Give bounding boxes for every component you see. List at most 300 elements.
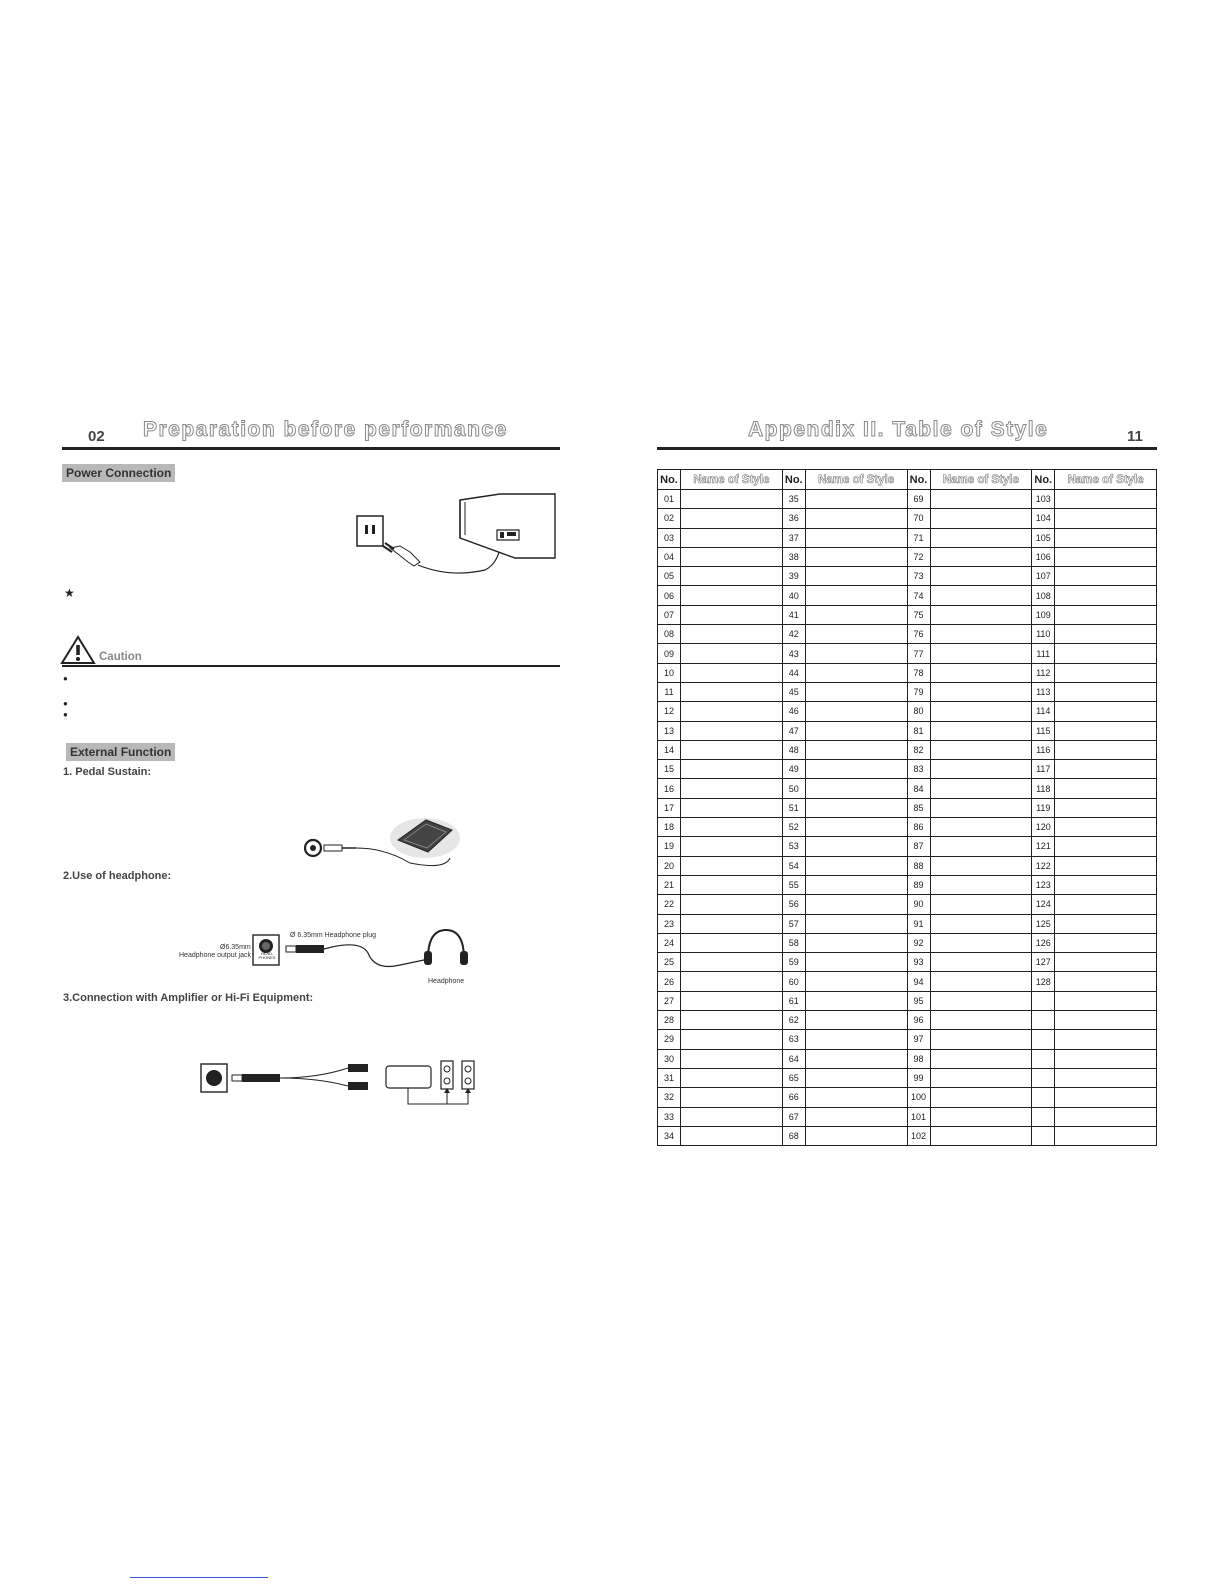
style-name-cell xyxy=(681,991,783,1010)
style-name-cell xyxy=(805,972,907,991)
table-row xyxy=(658,702,1157,721)
style-number-cell: 28 xyxy=(658,1011,681,1030)
style-name-cell xyxy=(681,547,783,566)
style-number-cell: 45 xyxy=(782,682,805,701)
style-name-cell xyxy=(930,1088,1032,1107)
style-number-cell: 27 xyxy=(658,991,681,1010)
caution-bullet: ● xyxy=(63,674,68,683)
style-name-cell xyxy=(681,1126,783,1145)
style-number-cell: 40 xyxy=(782,586,805,605)
style-name-cell xyxy=(1055,875,1157,894)
style-number-cell: 64 xyxy=(782,1049,805,1068)
style-name-cell xyxy=(805,586,907,605)
style-name-cell xyxy=(681,1049,783,1068)
table-row xyxy=(658,1088,1157,1107)
style-number-cell: 128 xyxy=(1032,972,1055,991)
style-number-cell: 58 xyxy=(782,933,805,952)
style-name-cell xyxy=(681,528,783,547)
headphone-step: 2.Use of headphone: xyxy=(63,870,172,882)
style-name-cell xyxy=(930,933,1032,952)
headphone-illustration xyxy=(250,925,470,980)
style-number-cell: 117 xyxy=(1032,760,1055,779)
style-name-cell xyxy=(681,856,783,875)
style-name-cell xyxy=(1055,1068,1157,1087)
style-number-cell: 13 xyxy=(658,721,681,740)
header-no: No. xyxy=(658,470,681,490)
style-name-cell xyxy=(930,586,1032,605)
style-number-cell: 46 xyxy=(782,702,805,721)
style-name-cell xyxy=(805,663,907,682)
style-number-cell: 95 xyxy=(907,991,930,1010)
table-row xyxy=(658,837,1157,856)
style-name-cell xyxy=(930,721,1032,740)
jack-label-line2: Headphone output jack xyxy=(179,952,251,959)
style-number-cell: 37 xyxy=(782,528,805,547)
style-name-cell xyxy=(930,1107,1032,1126)
caution-bullet: ● xyxy=(63,699,68,708)
table-row xyxy=(658,605,1157,624)
caution-bullet: ● xyxy=(63,710,68,719)
bottom-link-underline xyxy=(130,1577,268,1578)
style-number-cell: 77 xyxy=(907,644,930,663)
left-header-rule xyxy=(62,447,560,450)
amplifier-connection-illustration xyxy=(198,1058,483,1108)
style-name-cell xyxy=(930,1068,1032,1087)
table-row xyxy=(658,760,1157,779)
header-name-of-style: Name of Style xyxy=(681,470,783,490)
style-number-cell: 109 xyxy=(1032,605,1055,624)
style-number-cell: 89 xyxy=(907,875,930,894)
style-name-cell xyxy=(930,644,1032,663)
style-name-cell xyxy=(1055,644,1157,663)
style-name-cell xyxy=(681,875,783,894)
style-number-cell: 03 xyxy=(658,528,681,547)
style-name-cell xyxy=(805,509,907,528)
style-name-cell xyxy=(1055,605,1157,624)
style-name-cell xyxy=(681,972,783,991)
style-table-header-row xyxy=(658,470,1157,490)
style-number-cell: 26 xyxy=(658,972,681,991)
style-name-cell xyxy=(805,567,907,586)
style-name-cell xyxy=(1055,1107,1157,1126)
style-number-cell: 99 xyxy=(907,1068,930,1087)
style-number-cell xyxy=(1032,1088,1055,1107)
style-number-cell: 78 xyxy=(907,663,930,682)
style-name-cell xyxy=(1055,682,1157,701)
left-page-number: 02 xyxy=(88,428,105,445)
style-name-cell xyxy=(681,605,783,624)
table-row xyxy=(658,625,1157,644)
style-number-cell: 23 xyxy=(658,914,681,933)
style-number-cell: 125 xyxy=(1032,914,1055,933)
style-number-cell: 87 xyxy=(907,837,930,856)
style-name-cell xyxy=(681,953,783,972)
style-name-cell xyxy=(930,528,1032,547)
style-number-cell: 86 xyxy=(907,818,930,837)
table-row xyxy=(658,663,1157,682)
style-number-cell: 05 xyxy=(658,567,681,586)
style-name-cell xyxy=(681,779,783,798)
style-number-cell: 09 xyxy=(658,644,681,663)
style-number-cell: 96 xyxy=(907,1011,930,1030)
style-number-cell: 69 xyxy=(907,490,930,509)
style-number-cell: 19 xyxy=(658,837,681,856)
style-number-cell: 32 xyxy=(658,1088,681,1107)
style-name-cell xyxy=(805,1030,907,1049)
caution-warning-icon xyxy=(60,635,96,665)
style-number-cell: 33 xyxy=(658,1107,681,1126)
style-name-cell xyxy=(1055,914,1157,933)
jack-panel-text: HEAD-PHONES xyxy=(258,951,276,960)
style-number-cell: 07 xyxy=(658,605,681,624)
style-name-cell xyxy=(681,760,783,779)
style-name-cell xyxy=(805,1049,907,1068)
table-row xyxy=(658,721,1157,740)
style-name-cell xyxy=(930,779,1032,798)
style-name-cell xyxy=(805,490,907,509)
style-name-cell xyxy=(805,682,907,701)
style-name-cell xyxy=(930,682,1032,701)
style-name-cell xyxy=(930,895,1032,914)
style-name-cell xyxy=(681,798,783,817)
style-name-cell xyxy=(681,490,783,509)
style-name-cell xyxy=(681,702,783,721)
style-name-cell xyxy=(930,837,1032,856)
style-name-cell xyxy=(1055,528,1157,547)
style-name-cell xyxy=(805,605,907,624)
style-name-cell xyxy=(805,1088,907,1107)
style-number-cell: 75 xyxy=(907,605,930,624)
style-number-cell: 118 xyxy=(1032,779,1055,798)
style-name-cell xyxy=(930,567,1032,586)
style-name-cell xyxy=(681,644,783,663)
table-row xyxy=(658,586,1157,605)
style-number-cell: 68 xyxy=(782,1126,805,1145)
style-name-cell xyxy=(805,1126,907,1145)
table-row xyxy=(658,740,1157,759)
style-name-cell xyxy=(930,798,1032,817)
style-number-cell: 57 xyxy=(782,914,805,933)
style-name-cell xyxy=(805,644,907,663)
style-name-cell xyxy=(1055,991,1157,1010)
style-number-cell: 81 xyxy=(907,721,930,740)
style-name-cell xyxy=(805,779,907,798)
style-number-cell: 73 xyxy=(907,567,930,586)
style-name-cell xyxy=(805,991,907,1010)
table-row xyxy=(658,490,1157,509)
style-name-cell xyxy=(681,1107,783,1126)
style-number-cell: 14 xyxy=(658,740,681,759)
caution-rule xyxy=(62,665,560,667)
style-name-cell xyxy=(930,914,1032,933)
style-number-cell: 49 xyxy=(782,760,805,779)
style-number-cell: 83 xyxy=(907,760,930,779)
style-number-cell: 94 xyxy=(907,972,930,991)
table-row xyxy=(658,567,1157,586)
style-name-cell xyxy=(681,914,783,933)
style-number-cell: 60 xyxy=(782,972,805,991)
style-number-cell: 101 xyxy=(907,1107,930,1126)
style-name-cell xyxy=(1055,760,1157,779)
style-name-cell xyxy=(930,547,1032,566)
style-name-cell xyxy=(1055,663,1157,682)
style-number-cell: 15 xyxy=(658,760,681,779)
style-number-cell: 25 xyxy=(658,953,681,972)
style-name-cell xyxy=(930,875,1032,894)
style-number-cell xyxy=(1032,1011,1055,1030)
headphone-label: Headphone xyxy=(428,978,465,985)
style-number-cell: 97 xyxy=(907,1030,930,1049)
style-number-cell: 107 xyxy=(1032,567,1055,586)
header-no: No. xyxy=(782,470,805,490)
style-number-cell: 70 xyxy=(907,509,930,528)
style-number-cell: 79 xyxy=(907,682,930,701)
style-name-cell xyxy=(805,933,907,952)
style-name-cell xyxy=(1055,972,1157,991)
style-name-cell xyxy=(681,818,783,837)
style-number-cell: 104 xyxy=(1032,509,1055,528)
style-name-cell xyxy=(930,509,1032,528)
style-name-cell xyxy=(930,760,1032,779)
style-number-cell: 31 xyxy=(658,1068,681,1087)
right-header-rule xyxy=(657,447,1157,450)
style-name-cell xyxy=(681,625,783,644)
style-name-cell xyxy=(930,1049,1032,1068)
style-name-cell xyxy=(1055,625,1157,644)
style-number-cell: 85 xyxy=(907,798,930,817)
style-number-cell: 22 xyxy=(658,895,681,914)
table-row xyxy=(658,1107,1157,1126)
style-number-cell xyxy=(1032,991,1055,1010)
style-number-cell: 105 xyxy=(1032,528,1055,547)
style-name-cell xyxy=(1055,702,1157,721)
style-name-cell xyxy=(681,509,783,528)
style-number-cell: 74 xyxy=(907,586,930,605)
style-number-cell: 59 xyxy=(782,953,805,972)
style-name-cell xyxy=(1055,509,1157,528)
style-number-cell: 122 xyxy=(1032,856,1055,875)
style-number-cell: 112 xyxy=(1032,663,1055,682)
style-number-cell: 103 xyxy=(1032,490,1055,509)
style-number-cell: 106 xyxy=(1032,547,1055,566)
style-number-cell: 65 xyxy=(782,1068,805,1087)
table-row xyxy=(658,528,1157,547)
style-number-cell: 18 xyxy=(658,818,681,837)
style-name-cell xyxy=(805,528,907,547)
style-number-cell: 63 xyxy=(782,1030,805,1049)
style-name-cell xyxy=(1055,586,1157,605)
header-name-of-style: Name of Style xyxy=(805,470,907,490)
style-name-cell xyxy=(805,895,907,914)
style-name-cell xyxy=(930,605,1032,624)
table-row xyxy=(658,682,1157,701)
style-number-cell: 38 xyxy=(782,547,805,566)
style-number-cell: 92 xyxy=(907,933,930,952)
style-number-cell: 67 xyxy=(782,1107,805,1126)
table-row xyxy=(658,1068,1157,1087)
style-number-cell: 110 xyxy=(1032,625,1055,644)
style-number-cell: 52 xyxy=(782,818,805,837)
right-page-title: Appendix II. Table of Style xyxy=(748,418,1049,441)
style-name-cell xyxy=(1055,740,1157,759)
header-name-of-style: Name of Style xyxy=(930,470,1032,490)
style-table xyxy=(657,469,1157,1146)
style-number-cell: 98 xyxy=(907,1049,930,1068)
style-name-cell xyxy=(930,702,1032,721)
left-page-title: Preparation before performance xyxy=(143,418,508,441)
style-name-cell xyxy=(1055,953,1157,972)
table-row xyxy=(658,779,1157,798)
style-number-cell: 88 xyxy=(907,856,930,875)
style-name-cell xyxy=(805,798,907,817)
style-name-cell xyxy=(930,953,1032,972)
style-number-cell: 120 xyxy=(1032,818,1055,837)
style-name-cell xyxy=(1055,547,1157,566)
style-number-cell: 119 xyxy=(1032,798,1055,817)
style-name-cell xyxy=(681,567,783,586)
table-row xyxy=(658,856,1157,875)
style-name-cell xyxy=(681,1088,783,1107)
style-number-cell: 47 xyxy=(782,721,805,740)
style-number-cell: 111 xyxy=(1032,644,1055,663)
style-number-cell: 48 xyxy=(782,740,805,759)
style-name-cell xyxy=(805,875,907,894)
style-number-cell xyxy=(1032,1049,1055,1068)
external-function-heading: External Function xyxy=(66,743,175,761)
style-number-cell: 24 xyxy=(658,933,681,952)
table-row xyxy=(658,1126,1157,1145)
style-name-cell xyxy=(805,1107,907,1126)
style-name-cell xyxy=(1055,1126,1157,1145)
table-row xyxy=(658,1030,1157,1049)
style-number-cell: 35 xyxy=(782,490,805,509)
headphone-plug-label: Ø 6.35mm Headphone plug xyxy=(290,932,376,939)
style-name-cell xyxy=(681,895,783,914)
header-name-of-style: Name of Style xyxy=(1055,470,1157,490)
style-name-cell xyxy=(805,953,907,972)
style-name-cell xyxy=(1055,567,1157,586)
style-number-cell: 02 xyxy=(658,509,681,528)
style-number-cell: 56 xyxy=(782,895,805,914)
style-name-cell xyxy=(805,740,907,759)
style-name-cell xyxy=(1055,933,1157,952)
table-row xyxy=(658,509,1157,528)
style-number-cell: 29 xyxy=(658,1030,681,1049)
style-number-cell: 11 xyxy=(658,682,681,701)
style-number-cell: 17 xyxy=(658,798,681,817)
style-number-cell: 76 xyxy=(907,625,930,644)
style-name-cell xyxy=(805,625,907,644)
style-number-cell: 66 xyxy=(782,1088,805,1107)
style-number-cell: 42 xyxy=(782,625,805,644)
style-name-cell xyxy=(1055,490,1157,509)
sustain-pedal-illustration xyxy=(300,808,470,870)
table-row xyxy=(658,798,1157,817)
style-name-cell xyxy=(1055,1088,1157,1107)
style-number-cell: 54 xyxy=(782,856,805,875)
table-row xyxy=(658,875,1157,894)
table-row xyxy=(658,953,1157,972)
style-number-cell: 08 xyxy=(658,625,681,644)
style-name-cell xyxy=(930,991,1032,1010)
amplifier-step: 3.Connection with Amplifier or Hi-Fi Equipment: xyxy=(63,992,314,1004)
style-name-cell xyxy=(681,1068,783,1087)
style-name-cell xyxy=(1055,895,1157,914)
style-name-cell xyxy=(1055,856,1157,875)
style-number-cell: 91 xyxy=(907,914,930,933)
style-number-cell: 53 xyxy=(782,837,805,856)
style-number-cell: 114 xyxy=(1032,702,1055,721)
style-name-cell xyxy=(681,933,783,952)
style-name-cell xyxy=(930,625,1032,644)
style-number-cell: 43 xyxy=(782,644,805,663)
table-row xyxy=(658,933,1157,952)
style-number-cell: 82 xyxy=(907,740,930,759)
style-name-cell xyxy=(681,682,783,701)
style-name-cell xyxy=(1055,837,1157,856)
style-name-cell xyxy=(1055,1049,1157,1068)
table-row xyxy=(658,547,1157,566)
style-number-cell: 06 xyxy=(658,586,681,605)
style-number-cell: 39 xyxy=(782,567,805,586)
style-name-cell xyxy=(805,721,907,740)
style-number-cell xyxy=(1032,1107,1055,1126)
style-name-cell xyxy=(930,972,1032,991)
style-name-cell xyxy=(805,1011,907,1030)
style-name-cell xyxy=(681,1011,783,1030)
style-number-cell: 01 xyxy=(658,490,681,509)
style-number-cell: 44 xyxy=(782,663,805,682)
style-name-cell xyxy=(805,760,907,779)
style-number-cell: 51 xyxy=(782,798,805,817)
style-number-cell: 84 xyxy=(907,779,930,798)
style-name-cell xyxy=(930,740,1032,759)
style-number-cell: 71 xyxy=(907,528,930,547)
table-row xyxy=(658,1049,1157,1068)
style-number-cell: 61 xyxy=(782,991,805,1010)
style-number-cell: 55 xyxy=(782,875,805,894)
right-page-number: 11 xyxy=(1127,428,1143,445)
style-name-cell xyxy=(805,1068,907,1087)
style-number-cell: 10 xyxy=(658,663,681,682)
style-number-cell: 34 xyxy=(658,1126,681,1145)
style-table-body xyxy=(658,490,1157,1146)
style-number-cell: 121 xyxy=(1032,837,1055,856)
caution-label: Caution xyxy=(99,651,142,663)
style-name-cell xyxy=(805,818,907,837)
table-row xyxy=(658,1011,1157,1030)
style-name-cell xyxy=(681,1030,783,1049)
style-number-cell: 115 xyxy=(1032,721,1055,740)
style-name-cell xyxy=(930,1030,1032,1049)
note-star-icon: ★ xyxy=(64,586,75,600)
style-name-cell xyxy=(930,1126,1032,1145)
style-name-cell xyxy=(930,1011,1032,1030)
style-name-cell xyxy=(681,663,783,682)
style-number-cell: 50 xyxy=(782,779,805,798)
style-name-cell xyxy=(805,547,907,566)
style-number-cell: 36 xyxy=(782,509,805,528)
style-number-cell: 127 xyxy=(1032,953,1055,972)
style-name-cell xyxy=(681,740,783,759)
style-number-cell: 123 xyxy=(1032,875,1055,894)
style-number-cell: 93 xyxy=(907,953,930,972)
table-row xyxy=(658,818,1157,837)
style-name-cell xyxy=(1055,818,1157,837)
style-name-cell xyxy=(681,721,783,740)
style-number-cell: 90 xyxy=(907,895,930,914)
table-row xyxy=(658,972,1157,991)
